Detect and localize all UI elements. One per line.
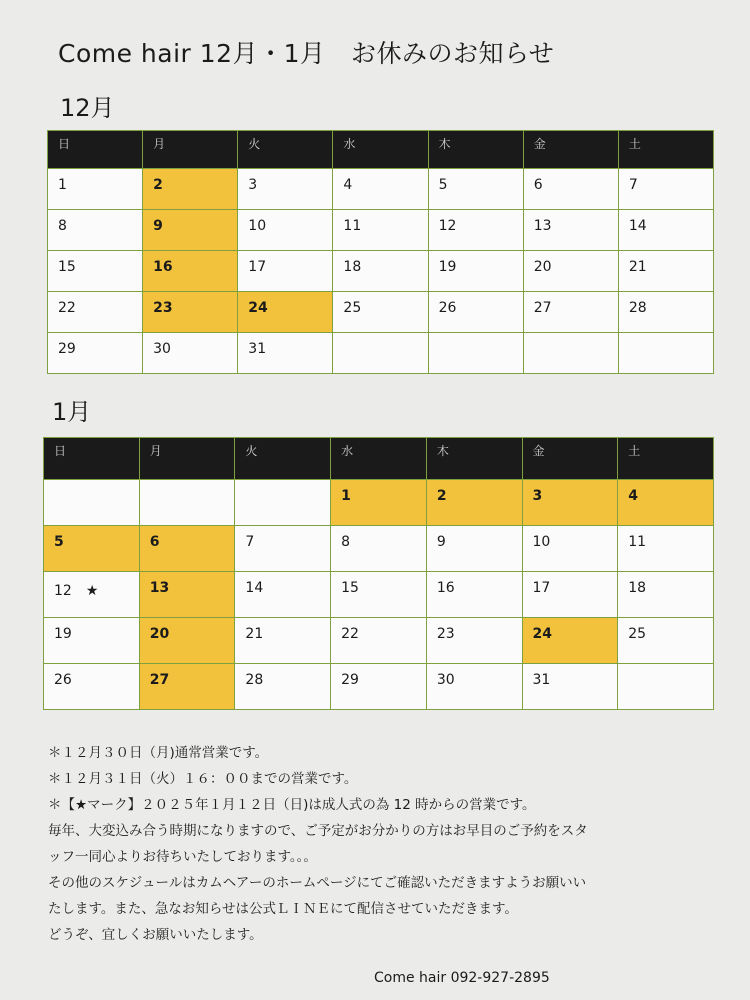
day-cell: 30: [426, 664, 522, 710]
weekday-header: 水: [333, 131, 428, 169]
day-cell: 10: [522, 526, 618, 572]
note-line: どうぞ、宜しくお願いいたします。: [48, 927, 263, 943]
day-cell: 11: [333, 210, 428, 251]
holiday-day-cell: 20: [139, 618, 235, 664]
week-row: [48, 251, 714, 292]
week-row: [48, 292, 714, 333]
day-cell: 26: [428, 292, 523, 333]
holiday-day-cell: 2: [143, 169, 238, 210]
page-title: Come hair 12月・1月 お休みのお知らせ: [58, 39, 555, 68]
holiday-day-cell: 24: [238, 292, 333, 333]
note-line: ＊１２月３１日（火）１６：００までの営業です。: [48, 771, 358, 787]
january-calendar: [43, 437, 714, 710]
day-cell: 14: [235, 572, 331, 618]
week-row: [44, 526, 714, 572]
day-cell: 1: [48, 169, 143, 210]
empty-day-cell: [618, 664, 714, 710]
day-cell: 3: [238, 169, 333, 210]
empty-day-cell: [428, 333, 523, 374]
day-cell: 31: [522, 664, 618, 710]
week-row: [48, 169, 714, 210]
footer-contact: Come hair 092-927-2895: [374, 970, 550, 986]
day-cell: 12 ★: [44, 572, 140, 618]
day-cell: 15: [48, 251, 143, 292]
empty-day-cell: [44, 480, 140, 526]
day-cell: 11: [618, 526, 714, 572]
day-cell: 22: [331, 618, 427, 664]
week-row: [44, 618, 714, 664]
weekday-header: 木: [426, 438, 522, 480]
day-cell: 19: [428, 251, 523, 292]
holiday-day-cell: 3: [522, 480, 618, 526]
december-label: 12月: [60, 94, 115, 122]
holiday-day-cell: 4: [618, 480, 714, 526]
day-cell: 25: [618, 618, 714, 664]
weekday-header: 金: [522, 438, 618, 480]
day-cell: 10: [238, 210, 333, 251]
empty-day-cell: [333, 333, 428, 374]
day-cell: 28: [235, 664, 331, 710]
day-cell: 23: [426, 618, 522, 664]
holiday-day-cell: 5: [44, 526, 140, 572]
weekday-header: 日: [48, 131, 143, 169]
holiday-day-cell: 13: [139, 572, 235, 618]
day-cell: 14: [618, 210, 713, 251]
day-cell: 4: [333, 169, 428, 210]
note-line: ッフ一同心よりお待ちいたしております。。。: [48, 849, 317, 865]
note-line: その他のスケジュールはカムヘアーのホームページにてご確認いただきますようお願いい: [48, 875, 587, 891]
day-cell: 31: [238, 333, 333, 374]
holiday-day-cell: 24: [522, 618, 618, 664]
day-cell: 29: [331, 664, 427, 710]
weekday-header-row: [44, 438, 714, 480]
weekday-header: 木: [428, 131, 523, 169]
weekday-header: 日: [44, 438, 140, 480]
january-label: 1月: [52, 398, 92, 426]
day-cell: 18: [618, 572, 714, 618]
day-cell: 7: [618, 169, 713, 210]
day-cell: 25: [333, 292, 428, 333]
day-cell: 12: [428, 210, 523, 251]
empty-day-cell: [235, 480, 331, 526]
day-cell: 30: [143, 333, 238, 374]
weekday-header: 土: [618, 131, 713, 169]
weekday-header: 月: [143, 131, 238, 169]
weekday-header-row: [48, 131, 714, 169]
week-row: [44, 664, 714, 710]
day-cell: 15: [331, 572, 427, 618]
day-cell: 28: [618, 292, 713, 333]
empty-day-cell: [618, 333, 713, 374]
day-cell: 16: [426, 572, 522, 618]
day-cell: 26: [44, 664, 140, 710]
day-cell: 13: [523, 210, 618, 251]
empty-day-cell: [523, 333, 618, 374]
holiday-day-cell: 27: [139, 664, 235, 710]
weekday-header: 金: [523, 131, 618, 169]
day-cell: 22: [48, 292, 143, 333]
holiday-day-cell: 6: [139, 526, 235, 572]
holiday-day-cell: 2: [426, 480, 522, 526]
day-cell: 29: [48, 333, 143, 374]
week-row: [44, 572, 714, 618]
day-cell: 6: [523, 169, 618, 210]
holiday-day-cell: 16: [143, 251, 238, 292]
holiday-day-cell: 23: [143, 292, 238, 333]
weekday-header: 火: [238, 131, 333, 169]
day-cell: 8: [48, 210, 143, 251]
day-cell: 17: [238, 251, 333, 292]
note-line: ＊【★マーク】２０２５年１月１２日（日)は成人式の為 12 時からの営業です。: [48, 797, 536, 813]
note-line: ＊１２月３０日（月)通常営業です。: [48, 745, 269, 761]
weekday-header: 水: [331, 438, 427, 480]
day-cell: 17: [522, 572, 618, 618]
weekday-header: 火: [235, 438, 331, 480]
day-cell: 27: [523, 292, 618, 333]
empty-day-cell: [139, 480, 235, 526]
note-line: 毎年、大変込み合う時期になりますので、ご予定がお分かりの方はお早目のご予約をスタ: [48, 823, 588, 839]
day-cell: 19: [44, 618, 140, 664]
weekday-header: 月: [139, 438, 235, 480]
day-cell: 5: [428, 169, 523, 210]
day-cell: 21: [618, 251, 713, 292]
note-line: たします。また、急なお知らせは公式ＬＩＮＥにて配信させていただきます。: [48, 901, 518, 917]
week-row: [48, 333, 714, 374]
day-cell: 9: [426, 526, 522, 572]
holiday-day-cell: 9: [143, 210, 238, 251]
day-cell: 18: [333, 251, 428, 292]
weekday-header: 土: [618, 438, 714, 480]
week-row: [48, 210, 714, 251]
day-cell: 7: [235, 526, 331, 572]
day-cell: 20: [523, 251, 618, 292]
december-calendar: [47, 130, 714, 374]
day-cell: 21: [235, 618, 331, 664]
holiday-day-cell: 1: [331, 480, 427, 526]
notes-section: [48, 740, 728, 948]
day-cell: 8: [331, 526, 427, 572]
week-row: [44, 480, 714, 526]
